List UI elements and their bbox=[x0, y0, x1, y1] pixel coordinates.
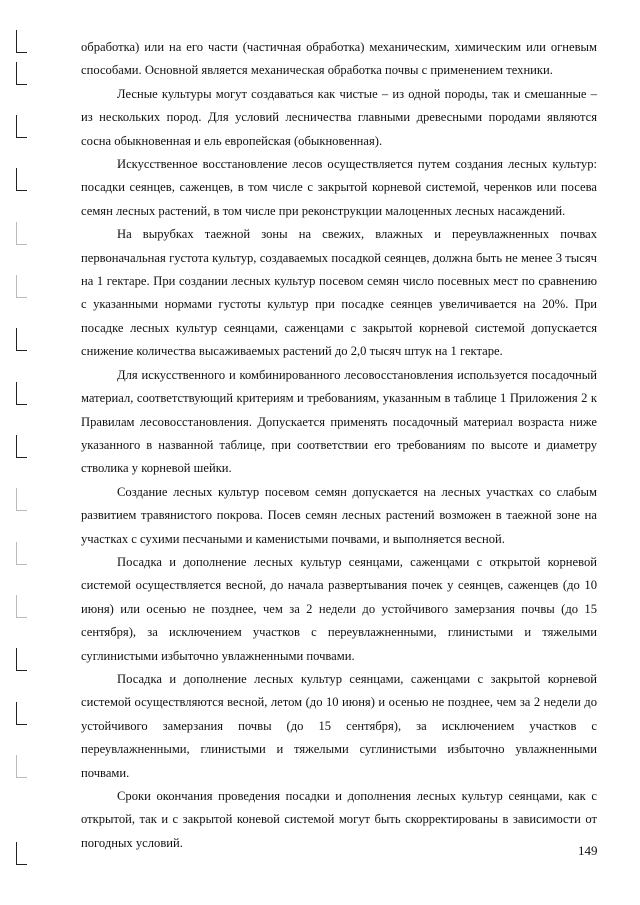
paragraph: Создание лесных культур посевом семян допускается на лесных участках со слабым развитием травянистого покрова. Посев семян лесных растений возможен в таежной зоне на участках с сухими песчаными и каменистыми почвами, и выполняется весной. bbox=[81, 484, 597, 546]
margin-mark bbox=[16, 648, 27, 671]
paragraph: На вырубках таежной зоны на свежих, влажных и переувлажненных почвах первоначальная густота культур, создаваемых посадкой сеянцев, должна быть не менее 3 тысяч на 1 гектаре. При создании лесных культур посевом семян число посевных мест по сравнению с указанными нормами густоты культур при посадке сеянцев увеличивается на 20%. При посадке лесных культур сеянцами, саженцами с закрытой корневой системой допускается снижение количества высаживаемых растений до 2,0 тысяч штук на 1 гектаре. bbox=[81, 227, 597, 359]
margin-mark bbox=[16, 542, 27, 565]
paragraph: обработка) или на его части (частичная обработка) механическим, химическим или огневым способами. Основной является механическая обработка почвы с применением техники. bbox=[81, 40, 597, 78]
paragraph: Сроки окончания проведения посадки и дополнения лесных культур сеянцами, как с открытой, так и с закрытой коневой системой могут быть скорректированы в зависимости от погодных условий. bbox=[81, 789, 597, 850]
margin-mark bbox=[16, 115, 27, 138]
margin-mark bbox=[16, 842, 27, 865]
margin-mark bbox=[16, 488, 27, 511]
paragraph: Лесные культуры могут создаваться как чистые – из одной породы, так и смешанные – из нескольких пород. Для условий лесничества главными древесными породами являются сосна обыкновенная и ель европейская (обыкновенная). bbox=[81, 86, 597, 148]
margin-mark bbox=[16, 328, 27, 351]
margin-mark bbox=[16, 168, 27, 191]
paragraph: Посадка и дополнение лесных культур сеянцами, саженцами с открытой корневой системой осуществляется весной, до начала развертывания почек у сеянцев, саженцев (до 10 июня) или осенью не позднее, чем за 2 недели до устойчивого замерзания почвы (до 15 сентября), за исключением участков с переувлажненными, глинистыми и тяжелыми суглинистыми избыточно увлажненными почвами. bbox=[81, 554, 597, 663]
paragraph: Искусственное восстановление лесов осуществляется путем создания лесных культур: посадки сеянцев, саженцев, в том числе с закрытой корневой системой, черенков или посева семян лесных растений, в том числе при реконструкции малоценных лесных насаждений. bbox=[81, 157, 597, 218]
binding-margin-marks bbox=[0, 0, 40, 905]
margin-mark bbox=[16, 755, 27, 778]
margin-mark bbox=[16, 275, 27, 298]
page-number: 149 bbox=[578, 843, 598, 858]
margin-mark bbox=[16, 702, 27, 725]
paragraph: Посадка и дополнение лесных культур сеянцами, саженцами с закрытой корневой системой осуществляются весной, летом (до 10 июня) и осенью не позднее, чем за 2 недели до устойчивого замерзания почвы (до 15 сентября), за исключением участков с переувлажненными, глинистыми и тяжелыми суглинистыми избыточно увлажненными почвами. bbox=[81, 671, 597, 780]
margin-mark bbox=[16, 435, 27, 458]
page-body bbox=[81, 36, 597, 855]
margin-mark bbox=[16, 595, 27, 618]
margin-mark bbox=[16, 222, 27, 245]
margin-mark bbox=[16, 30, 27, 53]
paragraph: Для искусственного и комбинированного лесовосстановления используется посадочный материал, соответствующий критериям и требованиям, указанным в таблице 1 Приложения 2 к Правилам лесовосстановления. Допускается применять посадочный материал возраста ниже указанного в названной таблице, при соответствии его требованиям по высоте и диаметру стволика у корневой шейки. bbox=[81, 367, 597, 476]
margin-mark bbox=[16, 382, 27, 405]
margin-mark bbox=[16, 62, 27, 85]
